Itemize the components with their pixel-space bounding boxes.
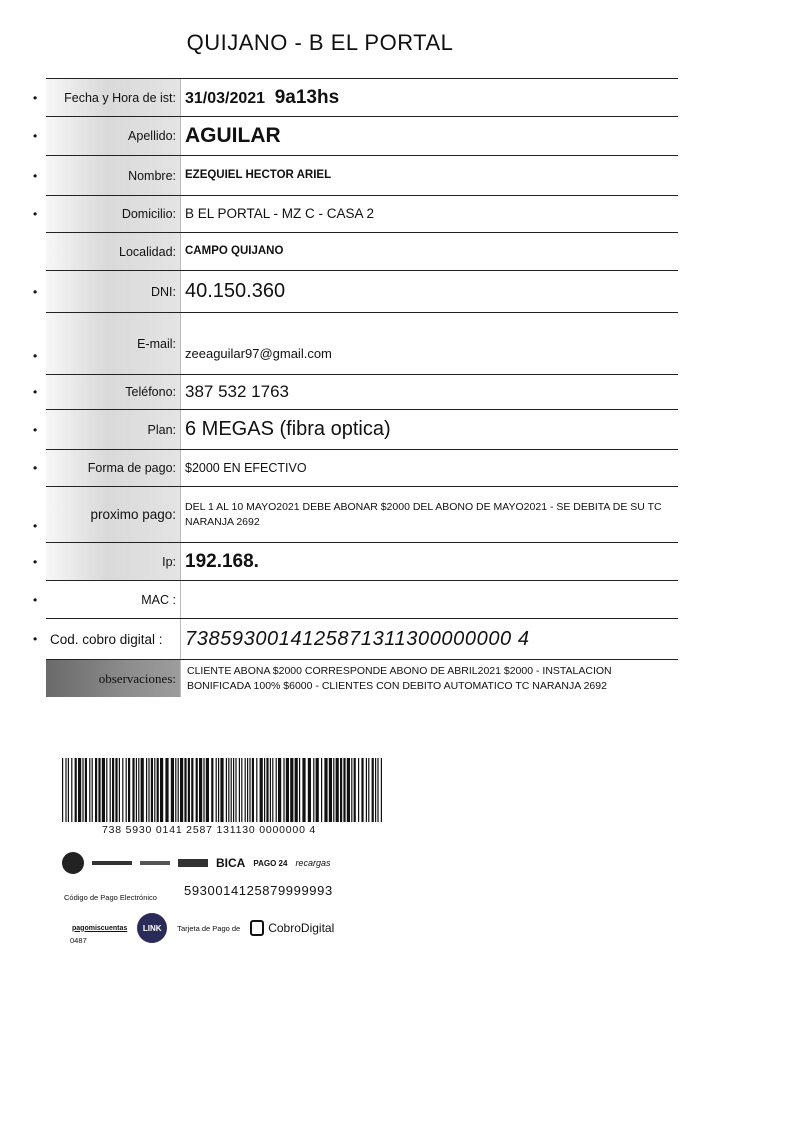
barcode-bar [264,758,265,822]
barcode-bar [361,758,363,822]
barcode-bar [128,758,130,822]
label-telefono: Teléfono: [46,375,181,409]
barcode-bar [136,758,137,822]
value-cod-cobro: 7385930014125871311300000000 4 [185,627,530,650]
bullet: • [33,168,38,183]
tarjeta-label: Tarjeta de Pago de [177,923,241,933]
label-forma-pago: Forma de pago: [46,450,181,486]
logo-strip-icon [140,861,170,865]
row-proximo-pago [33,486,678,542]
barcode-bar [324,758,327,822]
row-fecha [33,78,678,116]
payment-barcode-card [52,748,398,948]
bullet: • [33,284,38,299]
barcode-bar [372,758,374,822]
bullet: • [33,632,38,646]
label-proximo-pago: proximo pago: [46,487,181,542]
barcode-bar [358,758,359,822]
barcode-bar [62,758,63,822]
client-form [33,78,678,697]
value-apellido: AGUILAR [185,123,281,147]
barcode-bar [247,758,248,822]
bullet: • [33,519,38,533]
barcode-bar [249,758,250,822]
row-email [33,312,678,374]
barcode-bar [252,758,254,822]
barcode-bar [256,758,257,822]
bica-logo: BICA [216,856,246,870]
barcode-bar [354,758,356,822]
barcode-bar [188,758,190,822]
value-email: zeeaguilar97@gmail.com [185,346,332,361]
barcode-bar [82,758,83,822]
row-dni [33,270,678,312]
barcode-bar [178,758,179,822]
barcode-bar [329,758,332,822]
barcode-bar [239,758,240,822]
label-apellido: Apellido: [46,117,181,155]
label-email: E-mail: [46,313,181,374]
row-ip [33,542,678,580]
value-nombre: EZEQUIEL HECTOR ARIEL [185,168,332,181]
barcode-digits: 738 5930 0141 2587 131130 0000000 4 [102,824,317,836]
barcode-bar [68,758,69,822]
row-telefono [33,374,678,409]
barcode-bar [347,758,350,822]
logo-strip-icon [178,859,208,867]
barcode-bar [340,758,342,822]
barcode-bar [351,758,352,822]
value-forma-pago: $2000 EN EFECTIVO [185,460,307,475]
row-nombre [33,155,678,195]
value-observaciones: CLIENTE ABONA $2000 CORRESPONDE ABONO DE ABRIL2021 $2000 - INSTALACION BONIFICADA 100% $6000 - CLIENTES CON DEBITO AUTOMATICO TC NARANJA 2692 [187,665,612,692]
barcode-bar [89,758,90,822]
barcode-bar [106,758,107,822]
pagomiscuentas-logo: pagomiscuentas [72,924,128,932]
barcode-bar [272,758,273,822]
barcode-bar [132,758,134,822]
barcode-bar [228,758,229,822]
pago24-logo: PAGO 24 [253,858,288,868]
barcode-bar [260,758,263,822]
barcode-bar [366,758,367,822]
value-domicilio: B EL PORTAL - MZ C - CASA 2 [185,205,375,221]
value-ip: 192.168. [185,550,259,572]
barcode-bar [146,758,147,822]
bullet: • [33,385,38,399]
barcode-bar [333,758,334,822]
barcode-bar [299,758,300,822]
value-dni: 40.150.360 [185,280,286,302]
barcode-bar [151,758,153,822]
value-proximo-pago: DEL 1 AL 10 MAYO2021 DEBE ABONAR $2000 DEL ABONO DE MAYO2021 - SE DEBITA DE SU TC NARANJA 2692 [185,501,662,528]
barcode-bar [211,758,213,822]
barcode-bar [218,758,219,822]
barcode-bar [102,758,105,822]
barcode-bar [308,758,311,822]
barcode-bar [216,758,217,822]
barcode-bar [75,758,77,822]
barcode-bar [343,758,345,822]
barcode-bar [71,758,72,822]
barcode-bar [295,758,298,822]
barcode-bar [160,758,163,822]
barcode-bar [115,758,117,822]
barcode-bar [381,758,382,822]
barcode-bar [165,758,168,822]
value-telefono: 387 532 1763 [185,381,289,401]
barcode-bar [154,758,155,822]
row-domicilio [33,195,678,232]
barcode-bar [175,758,176,822]
barcode-bar [206,758,209,822]
label-plan: Plan: [46,410,181,449]
bullet: • [33,422,38,437]
barcode-bar [196,758,198,822]
barcode-bar [278,758,281,822]
cobrodigital-logo: CobroDigital [250,920,334,936]
barcode-bar [85,758,87,822]
barcode-bar [266,758,268,822]
barcode-bar [191,758,193,822]
value-plan: 6 MEGAS (fibra optica) [185,418,391,440]
barcode-bar [78,758,81,822]
barcode-bar [321,758,322,822]
label-localidad: Localidad: [46,233,181,270]
barcode-bar [375,758,376,822]
barcode-bar [302,758,305,822]
barcode-bar [270,758,271,822]
barcode-bar [290,758,293,822]
barcode-bar [110,758,111,822]
card-number: 0487 [70,936,87,945]
barcode-bar [286,758,289,822]
logo-strip-icon [92,861,132,865]
barcode-bar [241,758,242,822]
barcode-bar [231,758,232,822]
barcode [62,758,392,822]
barcode-bar [138,758,139,822]
label-cod-cobro: Cod. cobro digital : [46,619,181,659]
barcode-bar [184,758,186,822]
row-forma-pago [33,449,678,486]
barcode-bar [199,758,202,822]
barcode-bar [122,758,123,822]
row-plan [33,409,678,449]
label-dni: DNI: [46,271,181,312]
page-title: QUIJANO - B EL PORTAL [186,30,454,55]
recargas-logo: recargas [295,858,331,868]
barcode-bar [65,758,66,822]
bullet: • [33,207,38,221]
barcode-bar [245,758,246,822]
row-observaciones [46,659,678,697]
barcode-bar [283,758,284,822]
label-mac: MAC : [46,581,181,618]
barcode-bar [171,758,174,822]
bullet: • [33,90,38,105]
barcode-bar [112,758,114,822]
bottom-logos [72,913,392,943]
label-nombre: Nombre: [46,156,181,195]
pago-electronico-label: Código de Pago Electrónico [64,893,157,902]
barcode-bar [276,758,277,822]
pago-electronico-code: 5930014125879999993 [184,883,333,898]
barcode-bar [98,758,100,822]
barcode-bar [157,758,159,822]
barcode-bar [119,758,120,822]
row-apellido [33,116,678,155]
barcode-bar [235,758,236,822]
row-mac [33,580,678,618]
barcode-bar [141,758,144,822]
barcode-bar [226,758,227,822]
label-ip: Ip: [46,543,181,580]
bullet: • [33,554,38,569]
barcode-bar [203,758,204,822]
barcode-bar [95,758,97,822]
barcode-bar [368,758,369,822]
value-fecha: 31/03/2021 9a13hs [185,86,340,108]
row-localidad [46,232,678,270]
barcode-bar [220,758,223,822]
barcode-bar [180,758,183,822]
barcode-bar [148,758,149,822]
barcode-bar [126,758,127,822]
barcode-bar [313,758,314,822]
barcode-bar [377,758,378,822]
label-observaciones: observaciones: [46,660,181,697]
cobrodigital-icon [250,920,264,936]
bullet: • [33,461,38,475]
bullet: • [33,592,38,607]
rapipago-logo-icon [62,852,84,874]
row-cod-cobro [33,618,678,659]
value-localidad: CAMPO QUIJANO [185,244,284,257]
bullet: • [33,129,38,143]
payment-logos [62,850,392,876]
barcode-bar [336,758,339,822]
barcode-bar [316,758,319,822]
barcode-bar [92,758,93,822]
link-logo: LINK [137,913,167,943]
bullet: • [33,349,38,363]
label-domicilio: Domicilio: [46,196,181,232]
barcode-bar [233,758,234,822]
label-fecha: Fecha y Hora de ist: [46,79,181,116]
